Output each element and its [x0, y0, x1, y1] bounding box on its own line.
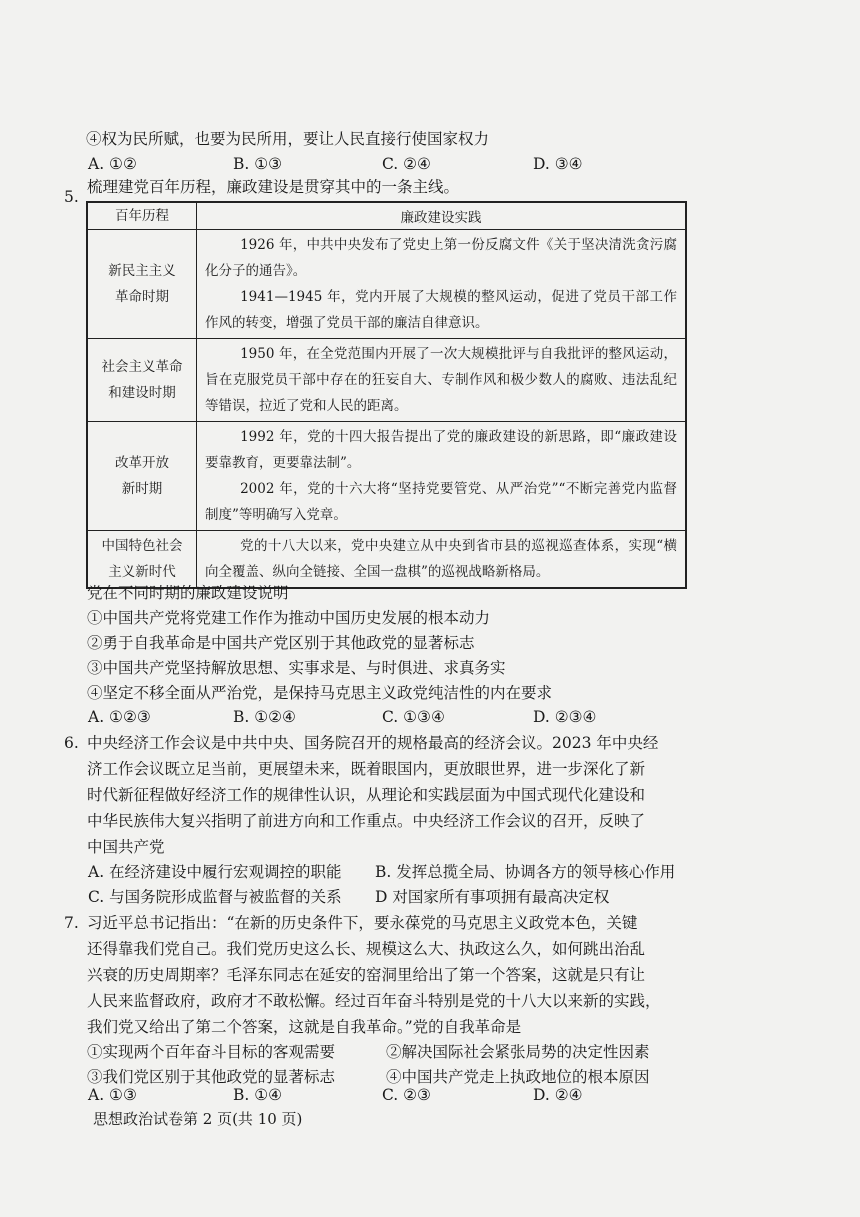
- q7-stem-line: 兴衰的历史周期率？毛泽东同志在延安的窑洞里给出了第一个答案，这就是只有让: [87, 966, 646, 984]
- q5-option-b: B. ①②④: [233, 708, 296, 726]
- q6-stem-line: 时代新征程做好经济工作的规律性认识，从理论和实践层面为中国式现代化建设和: [87, 786, 646, 804]
- q7-statement-1: ①实现两个百年奋斗目标的客观需要: [87, 1043, 336, 1061]
- table-header-period: 百年历程: [87, 202, 197, 230]
- table-row: [87, 422, 686, 531]
- period-label-line: 改革开放: [115, 455, 169, 471]
- q6-stem-line: 中央经济工作会议是中共中央、国务院召开的规格最高的经济会议。2023 年中央经: [87, 734, 659, 752]
- q7-option-d: D. ②④: [533, 1086, 583, 1104]
- q7-stem-line: 人民来监督政府，政府才不敢松懈。经过百年奋斗特别是党的十八大以来新的实践，: [87, 992, 661, 1010]
- practice-paragraph: 2002 年，党的十六大将“坚持党要管党、从严治党”“不断完善党内监督制度”等明确写入党章。: [205, 481, 677, 523]
- q6-stem-line: 中华民族伟大复兴指明了前进方向和工作重点。中央经济工作会议的召开，反映了: [87, 812, 646, 830]
- practice-paragraph: 1950 年，在全党范围内开展了一次大规模批评与自我批评的整风运动，旨在克服党员干部中存在的狂妄自大、专制作风和极少数人的腐败、违法乱纪等错误，拉近了党和人民的距离。: [205, 346, 677, 414]
- practice-paragraph: 党的十八大以来，党中央建立从中央到省市县的巡视巡查体系，实现“横向全覆盖、纵向全链接、全国一盘棋”的巡视战略新格局。: [205, 538, 677, 580]
- period-label-line: 新民主主义: [108, 263, 176, 279]
- q5-option-c: C. ①③④: [382, 708, 445, 726]
- q5-lead: 党在不同时期的廉政建设说明: [87, 584, 289, 602]
- q4-statement-4: ④权为民所赋，也要为民所用，要让人民直接行使国家权力: [86, 130, 490, 148]
- q7-statement-2: ②解决国际社会紧张局势的决定性因素: [386, 1043, 650, 1061]
- practice-paragraph: 1926 年，中共中央发布了党史上第一份反腐文件《关于坚决清洗贪污腐化分子的通告》。: [205, 237, 677, 279]
- q7-option-c: C. ②③: [382, 1086, 431, 1104]
- q5-statement-1: ①中国共产党将党建工作作为推动中国历史发展的根本动力: [87, 609, 491, 627]
- q4-option-d: D. ③④: [533, 155, 583, 173]
- q7-option-b: B. ①④: [233, 1086, 283, 1104]
- period-cell: [87, 339, 197, 422]
- practice-cell: [197, 531, 687, 589]
- q5-statement-4: ④坚定不移全面从严治党，是保持马克思主义政党纯洁性的内在要求: [87, 684, 553, 702]
- practice-cell: [197, 339, 687, 422]
- table-header-practice: 廉政建设实践: [197, 202, 687, 230]
- q6-option-d: D 对国家所有事项拥有最高决定权: [375, 888, 610, 906]
- period-label-line: 社会主义革命: [101, 359, 183, 375]
- q4-option-c: C. ②④: [382, 155, 431, 173]
- table-header-row: [87, 202, 686, 230]
- q6-option-b: B. 发挥总揽全局、协调各方的领导核心作用: [375, 863, 676, 881]
- table-row: [87, 531, 686, 589]
- q7-stem-line: 还得靠我们党自己。我们党历史这么长、规模这么大、执政这么久，如何跳出治乱: [87, 940, 646, 958]
- q5-stem: 梳理建党百年历程，廉政建设是贯穿其中的一条主线。: [87, 178, 460, 196]
- period-cell: [87, 422, 197, 531]
- period-cell: [87, 230, 197, 339]
- period-label-line: 主义新时代: [108, 564, 176, 580]
- q7-stem-line: 习近平总书记指出：“在新的历史条件下，要永葆党的马克思主义政党本色，关键: [87, 914, 638, 932]
- q6-option-c: C. 与国务院形成监督与被监督的关系: [88, 888, 342, 906]
- q7-statement-3: ③我们党区别于其他政党的显著标志: [87, 1068, 336, 1086]
- table-row: [87, 230, 686, 339]
- q7-statement-4: ④中国共产党走上执政地位的根本原因: [386, 1068, 650, 1086]
- integrity-practice-table: [86, 201, 687, 589]
- q4-option-b: B. ①③: [233, 155, 283, 173]
- q4-option-a: A. ①②: [88, 155, 137, 173]
- practice-paragraph: 1992 年，党的十四大报告提出了党的廉政建设的新思路，即“廉政建设要靠教育，更要靠法制”。: [205, 429, 677, 471]
- q7-number: 7.: [64, 914, 79, 932]
- page-footer: 思想政治试卷第 2 页(共 10 页): [93, 1110, 303, 1128]
- period-cell: [87, 531, 197, 589]
- period-label-line: 革命时期: [115, 289, 169, 305]
- q7-stem-line: 我们党又给出了第二个答案，这就是自我革命。”党的自我革命是: [87, 1018, 522, 1036]
- practice-cell: [197, 230, 687, 339]
- q5-number: 5.: [64, 188, 79, 206]
- q6-stem-line: 中国共产党: [87, 838, 165, 856]
- q7-option-a: A. ①③: [88, 1086, 137, 1104]
- q6-stem-line: 济工作会议既立足当前，更展望未来，既着眼国内，更放眼世界，进一步深化了新: [87, 760, 646, 778]
- table-row: [87, 339, 686, 422]
- q5-option-a: A. ①②③: [88, 708, 151, 726]
- q6-option-a: A. 在经济建设中履行宏观调控的职能: [88, 863, 342, 881]
- practice-paragraph: 1941—1945 年，党内开展了大规模的整风运动，促进了党员干部工作作风的转变，增强了党员干部的廉洁自律意识。: [205, 289, 677, 331]
- period-label-line: 新时期: [121, 481, 163, 497]
- q5-statement-3: ③中国共产党坚持解放思想、实事求是、与时俱进、求真务实: [87, 659, 506, 677]
- q5-statement-2: ②勇于自我革命是中国共产党区别于其他政党的显著标志: [87, 634, 475, 652]
- practice-cell: [197, 422, 687, 531]
- period-label-line: 和建设时期: [108, 385, 176, 401]
- q5-option-d: D. ②③④: [533, 708, 597, 726]
- q6-number: 6.: [64, 734, 79, 752]
- period-label-line: 中国特色社会: [101, 538, 183, 554]
